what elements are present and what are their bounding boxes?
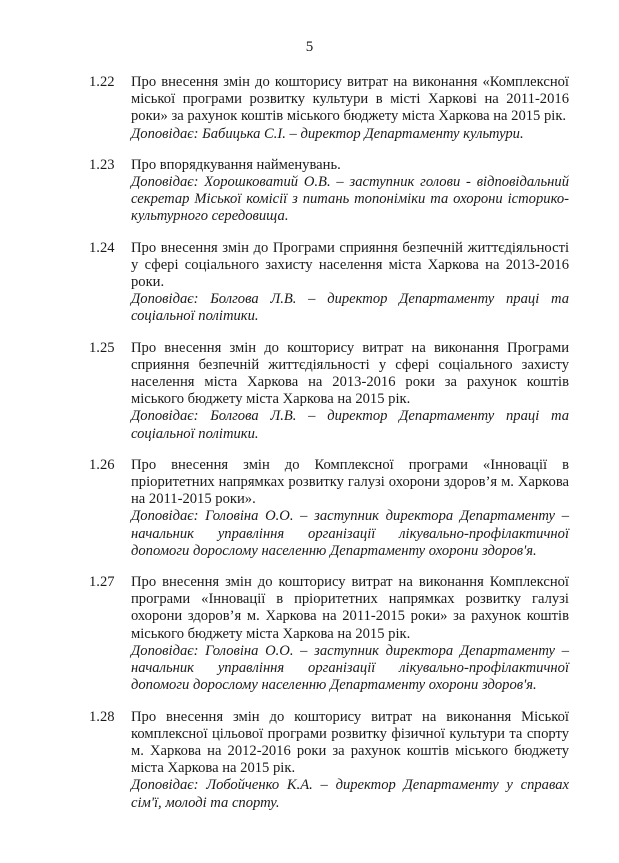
agenda-item-speaker-line — [131, 508, 569, 560]
agenda-item-body — [131, 457, 569, 560]
speaker-label: Доповідає: — [131, 125, 199, 142]
agenda-item-title: Про внесення змін до Комплексної програми «Інновації в пріоритетних напрямках розвитку галузі охорони здоров’я м. Харкова на 2011-2015 роки». — [131, 456, 569, 508]
agenda-item-speaker-line — [131, 408, 569, 442]
agenda-item — [89, 157, 569, 226]
agenda-item-speaker-line — [131, 126, 569, 143]
speaker-label: Доповідає: — [131, 408, 199, 425]
agenda-item-number: 1.27 — [89, 574, 115, 591]
agenda-item-number: 1.25 — [89, 339, 115, 356]
agenda-item-body — [131, 157, 569, 226]
agenda-item-title: Про внесення змін до кошторису витрат на виконання Програми сприяння безпечній життєдіяльності у сфері соціального захисту населення міста Харкова на 2013-2016 роки за рахунок коштів міського бюджету міста Харкова на 2015 рік. — [131, 339, 569, 408]
speaker-label: Доповідає: — [131, 508, 199, 525]
agenda-item-body — [131, 74, 569, 143]
agenda-item — [89, 74, 569, 143]
speaker-label: Доповідає: — [131, 291, 199, 308]
agenda-item-title: Про впорядкування найменувань. — [131, 156, 341, 173]
agenda-item-number: 1.24 — [89, 239, 115, 256]
agenda-item-speaker-line — [131, 174, 569, 226]
agenda-item-number: 1.23 — [89, 156, 115, 173]
agenda-item-title: Про внесення змін до кошторису витрат на виконання Міської комплексної цільової програми розвитку фізичної культури та спорту м. Харкова на 2012-2016 роки за рахунок коштів міського бюджету міста Харкова на 2015 рік. — [131, 708, 569, 777]
agenda-item — [89, 709, 569, 812]
agenda-item-number: 1.26 — [89, 456, 115, 473]
agenda-item — [89, 240, 569, 326]
speaker-label: Доповідає: — [131, 642, 199, 659]
speaker-label: Доповідає: — [131, 174, 199, 191]
agenda-item-speaker-line — [131, 643, 569, 695]
agenda-item-title: Про внесення змін до кошторису витрат на виконання Комплексної програми «Інновації в пріоритетних напрямках розвитку галузі охорони здоров’я м. Харкова на 2011-2015 роки» за рахунок коштів міського бюджету міста Харкова на 2015 рік. — [131, 574, 569, 642]
agenda-item-body — [131, 340, 569, 443]
agenda-item — [89, 574, 569, 694]
speaker-name: Бабицька С.І. – директор Департаменту культури. — [202, 125, 524, 142]
agenda-item-body — [131, 709, 569, 812]
speaker-name: Лобойченко К.А. – директор Департаменту у справах сім'ї, молоді та спорту. — [131, 777, 569, 811]
speaker-name: Головіна О.О. – заступник директора Департаменту – начальник управління організації лікувально-профілактичної допомоги дорослому населенню Департаменту охорони здоров'я. — [131, 508, 570, 559]
agenda-items-list — [89, 74, 569, 826]
speaker-name: Головіна О.О. – заступник директора Департаменту – начальник управління організації лікувально-профілактичної допомоги дорослому населенню Департаменту охорони здоров'я. — [131, 642, 570, 694]
agenda-item-body — [131, 574, 569, 694]
agenda-item-speaker-line — [131, 777, 569, 811]
page-number: 5 — [305, 39, 314, 55]
agenda-item — [89, 340, 569, 443]
agenda-item-number: 1.22 — [89, 74, 115, 90]
speaker-label: Доповідає: — [131, 777, 199, 794]
agenda-item-speaker-line — [131, 291, 569, 325]
agenda-item-body — [131, 240, 569, 326]
agenda-item-title: Про внесення змін до Програми сприяння безпечній життєдіяльності у сфері соціального захисту населення міста Харкова на 2013-2016 роки. — [131, 239, 569, 291]
agenda-item-title: Про внесення змін до кошторису витрат на виконання «Комплексної міської програми розвитку культури в місті Харкові на 2011-2016 роки» за рахунок коштів міського бюджету міста Харкова на 2015 рік. — [131, 74, 569, 125]
agenda-item — [89, 457, 569, 560]
speaker-name: Хорошковатий О.В. – заступник голови - відповідальний секретар Міської комісії з питань топоніміки та охорони історико-культурного середовища. — [131, 174, 569, 225]
speaker-name: Болгова Л.В. – директор Департаменту праці та соціальної політики. — [131, 408, 569, 442]
speaker-name: Болгова Л.В. – директор Департаменту праці та соціальної політики. — [131, 291, 569, 325]
agenda-item-number: 1.28 — [89, 708, 115, 725]
